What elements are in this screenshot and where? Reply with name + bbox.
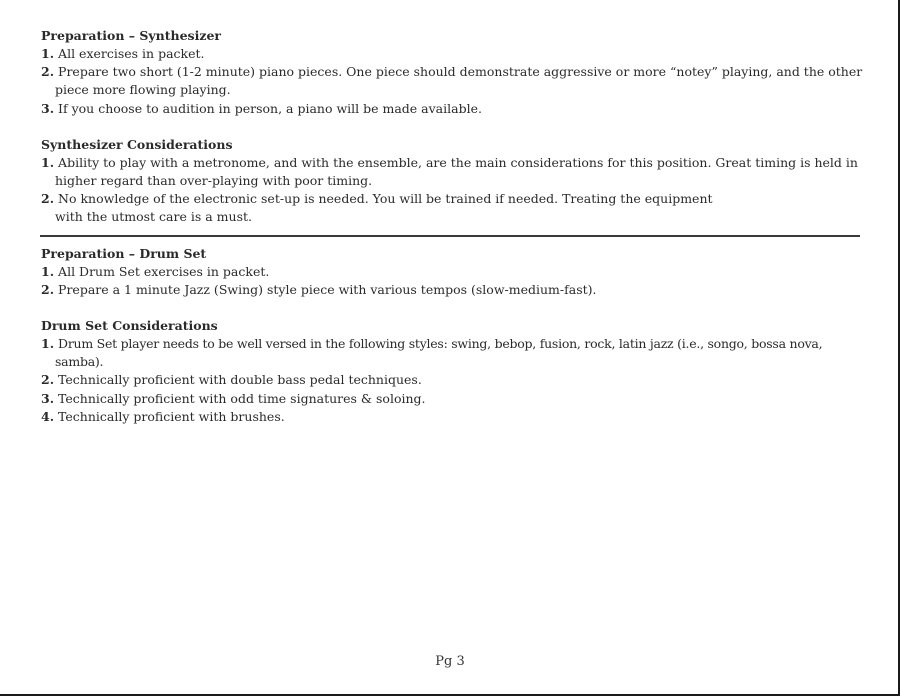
item-text: Prepare two short (1-2 minute) piano pieces. One piece should demonstrate aggressive or more “notey” playing, and the other piece more flowing playing. (55, 64, 863, 98)
section-heading: Drum Set Considerations (41, 318, 218, 334)
item-number: 2. (41, 372, 55, 388)
item-text: No knowledge of the electronic set-up is needed. You will be trained if needed. Treating the equipment with the utmost care is a must. (55, 191, 713, 225)
item-number: 2. (41, 191, 55, 207)
item-number: 2. (41, 281, 55, 297)
item-number: 1. (41, 154, 55, 170)
synthesizer-preparation-section (41, 27, 863, 118)
item-number: 4. (41, 408, 55, 424)
page-number: Pg 3 (435, 654, 465, 669)
section-heading: Preparation – Drum Set (41, 245, 207, 261)
list-item (41, 190, 863, 226)
item-number: 1. (41, 263, 55, 279)
list-item (41, 154, 863, 190)
drum-set-considerations-section (41, 317, 863, 426)
list-item (41, 281, 863, 299)
synthesizer-considerations-section (41, 136, 863, 227)
drum-set-considerations-list (41, 335, 863, 426)
item-text: All exercises in packet. (58, 46, 205, 61)
item-text: Technically proficient with brushes. (58, 408, 285, 424)
section-divider (40, 235, 860, 237)
synthesizer-considerations-list (41, 154, 863, 227)
synthesizer-preparation-list (41, 45, 863, 118)
item-number: 1. (41, 336, 55, 352)
drum-set-preparation-list (41, 263, 863, 299)
item-text: All Drum Set exercises in packet. (58, 263, 270, 279)
list-item (41, 390, 863, 408)
item-text: Drum Set player needs to be well versed in the following styles: swing, bebop, fusion, rock, latin jazz (i.e., songo, bossa nova, samba). (55, 336, 823, 370)
item-text: Ability to play with a metronome, and with the ensemble, are the main considerations for this position. Great timing is held in higher regard than over-playing with poor timing. (55, 154, 858, 189)
list-item (41, 371, 863, 389)
list-item (41, 408, 863, 426)
list-item (41, 63, 863, 99)
list-item (41, 335, 863, 371)
section-heading: Preparation – Synthesizer (41, 28, 221, 43)
section-heading: Synthesizer Considerations (41, 136, 233, 152)
item-text: Technically proficient with double bass pedal techniques. (58, 372, 422, 388)
list-item (41, 45, 863, 63)
item-text: Prepare a 1 minute Jazz (Swing) style piece with various tempos (slow-medium-fast). (58, 281, 597, 297)
item-number: 3. (41, 100, 55, 116)
list-item (41, 100, 863, 118)
item-text: If you choose to audition in person, a piano will be made available. (58, 100, 482, 116)
list-item (41, 263, 863, 281)
item-number: 2. (41, 64, 55, 80)
drum-set-preparation-section (41, 245, 863, 299)
item-number: 1. (41, 46, 55, 61)
page-content (41, 27, 863, 426)
item-number: 3. (41, 390, 55, 406)
item-text: Technically proficient with odd time signatures & soloing. (58, 390, 426, 406)
